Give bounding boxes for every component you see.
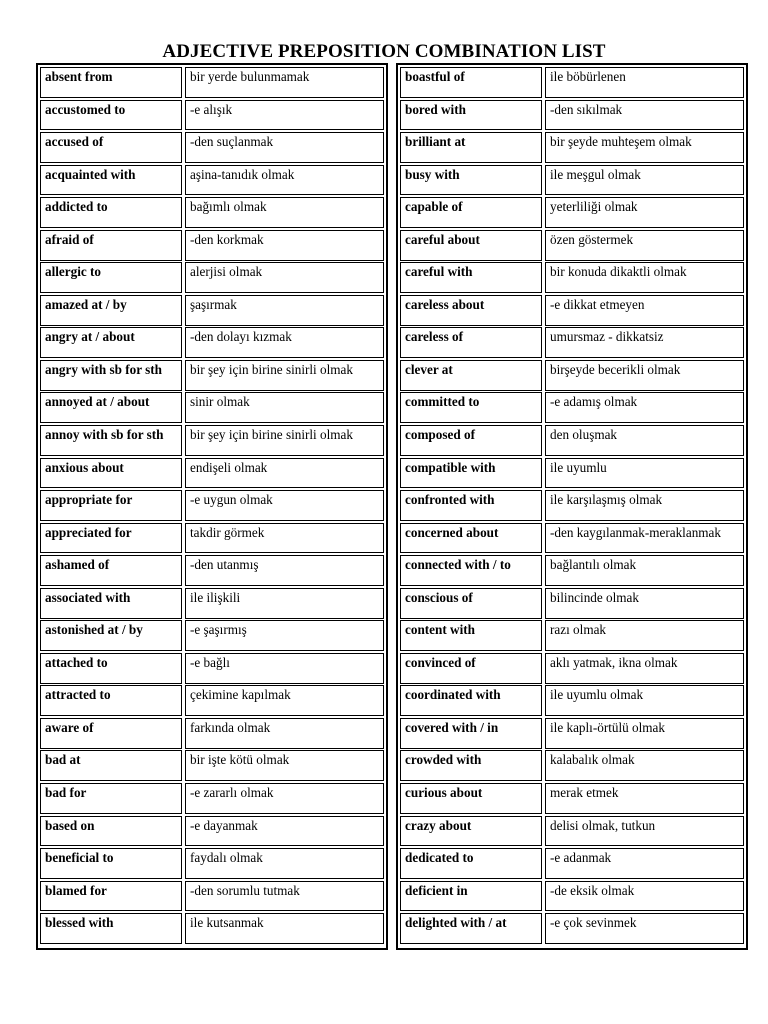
table-row bbox=[400, 458, 744, 489]
turkish-meaning-cell: -e adamış olmak bbox=[545, 392, 744, 423]
turkish-meaning-cell: aşina-tanıdık olmak bbox=[185, 165, 384, 196]
table-row bbox=[400, 555, 744, 586]
adjective-preposition-cell: capable of bbox=[400, 197, 542, 228]
turkish-meaning-cell: kalabalık olmak bbox=[545, 750, 744, 781]
table-row bbox=[400, 197, 744, 228]
adjective-preposition-cell: beneficial to bbox=[40, 848, 182, 879]
table-row bbox=[40, 67, 384, 98]
turkish-meaning-cell: alerjisi olmak bbox=[185, 262, 384, 293]
turkish-meaning-cell: ile uyumlu bbox=[545, 458, 744, 489]
table-row bbox=[40, 816, 384, 847]
turkish-meaning-cell: razı olmak bbox=[545, 620, 744, 651]
table-row bbox=[40, 523, 384, 554]
table-row bbox=[400, 783, 744, 814]
table-row bbox=[40, 620, 384, 651]
adjective-preposition-cell: crazy about bbox=[400, 816, 542, 847]
adjective-preposition-cell: crowded with bbox=[400, 750, 542, 781]
adjective-preposition-cell: appropriate for bbox=[40, 490, 182, 521]
adjective-preposition-cell: connected with / to bbox=[400, 555, 542, 586]
adjective-preposition-cell: addicted to bbox=[40, 197, 182, 228]
adjective-preposition-cell: composed of bbox=[400, 425, 542, 456]
adjective-preposition-cell: committed to bbox=[400, 392, 542, 423]
turkish-meaning-cell: ile karşılaşmış olmak bbox=[545, 490, 744, 521]
turkish-meaning-cell: sinir olmak bbox=[185, 392, 384, 423]
table-row bbox=[40, 555, 384, 586]
adjective-preposition-cell: covered with / in bbox=[400, 718, 542, 749]
turkish-meaning-cell: yeterliliği olmak bbox=[545, 197, 744, 228]
adjective-preposition-cell: curious about bbox=[400, 783, 542, 814]
table-row bbox=[40, 490, 384, 521]
turkish-meaning-cell: -e adanmak bbox=[545, 848, 744, 879]
turkish-meaning-cell: -den sorumlu tutmak bbox=[185, 881, 384, 912]
turkish-meaning-cell: bilincinde olmak bbox=[545, 588, 744, 619]
adjective-preposition-cell: deficient in bbox=[400, 881, 542, 912]
table-row bbox=[400, 327, 744, 358]
table-row bbox=[40, 718, 384, 749]
turkish-meaning-cell: ile ilişkili bbox=[185, 588, 384, 619]
table-row bbox=[400, 685, 744, 716]
page-title: ADJECTIVE PREPOSITION COMBINATION LIST bbox=[162, 41, 606, 62]
table-row bbox=[400, 750, 744, 781]
turkish-meaning-cell: -den utanmış bbox=[185, 555, 384, 586]
adjective-preposition-cell: astonished at / by bbox=[40, 620, 182, 651]
adjective-preposition-cell: blessed with bbox=[40, 913, 182, 944]
adjective-preposition-cell: angry at / about bbox=[40, 327, 182, 358]
turkish-meaning-cell: ile böbürlenen bbox=[545, 67, 744, 98]
turkish-meaning-cell: -e alışık bbox=[185, 100, 384, 131]
adjective-preposition-cell: bad for bbox=[40, 783, 182, 814]
turkish-meaning-cell: -e bağlı bbox=[185, 653, 384, 684]
adjective-preposition-cell: acquainted with bbox=[40, 165, 182, 196]
turkish-meaning-cell: -e dayanmak bbox=[185, 816, 384, 847]
adjective-preposition-cell: anxious about bbox=[40, 458, 182, 489]
adjective-preposition-cell: content with bbox=[400, 620, 542, 651]
table-row bbox=[400, 425, 744, 456]
turkish-meaning-cell: ile uyumlu olmak bbox=[545, 685, 744, 716]
table-row bbox=[400, 165, 744, 196]
turkish-meaning-cell: -e uygun olmak bbox=[185, 490, 384, 521]
table-row bbox=[400, 490, 744, 521]
adjective-preposition-cell: busy with bbox=[400, 165, 542, 196]
turkish-meaning-cell: bir şeyde muhteşem olmak bbox=[545, 132, 744, 163]
turkish-meaning-cell: şaşırmak bbox=[185, 295, 384, 326]
table-row bbox=[400, 620, 744, 651]
turkish-meaning-cell: bir şey için birine sinirli olmak bbox=[185, 360, 384, 391]
adjective-preposition-cell: careful with bbox=[400, 262, 542, 293]
adjective-preposition-cell: dedicated to bbox=[400, 848, 542, 879]
table-row bbox=[40, 750, 384, 781]
turkish-meaning-cell: -den sıkılmak bbox=[545, 100, 744, 131]
table-row bbox=[40, 360, 384, 391]
table-row bbox=[400, 360, 744, 391]
turkish-meaning-cell: merak etmek bbox=[545, 783, 744, 814]
table-row bbox=[40, 848, 384, 879]
adjective-preposition-cell: bored with bbox=[400, 100, 542, 131]
table-row bbox=[40, 588, 384, 619]
turkish-meaning-cell: -e çok sevinmek bbox=[545, 913, 744, 944]
turkish-meaning-cell: -den kaygılanmak-meraklanmak bbox=[545, 523, 744, 554]
table-row bbox=[40, 881, 384, 912]
adjective-preposition-cell: allergic to bbox=[40, 262, 182, 293]
adjective-preposition-cell: absent from bbox=[40, 67, 182, 98]
adjective-preposition-cell: accused of bbox=[40, 132, 182, 163]
turkish-meaning-cell: -den dolayı kızmak bbox=[185, 327, 384, 358]
adjective-preposition-cell: associated with bbox=[40, 588, 182, 619]
turkish-meaning-cell: bir yerde bulunmamak bbox=[185, 67, 384, 98]
table-row bbox=[40, 197, 384, 228]
table-row bbox=[40, 327, 384, 358]
turkish-meaning-cell: -e zararlı olmak bbox=[185, 783, 384, 814]
adjective-preposition-cell: careful about bbox=[400, 230, 542, 261]
adjective-preposition-cell: compatible with bbox=[400, 458, 542, 489]
adjective-preposition-cell: confronted with bbox=[400, 490, 542, 521]
table-row bbox=[400, 392, 744, 423]
table-row bbox=[400, 816, 744, 847]
turkish-meaning-cell: ile meşgul olmak bbox=[545, 165, 744, 196]
adjective-preposition-cell: attracted to bbox=[40, 685, 182, 716]
adjective-preposition-cell: amazed at / by bbox=[40, 295, 182, 326]
turkish-meaning-cell: -de eksik olmak bbox=[545, 881, 744, 912]
left-table bbox=[36, 63, 388, 950]
adjective-preposition-cell: bad at bbox=[40, 750, 182, 781]
adjective-preposition-cell: careless about bbox=[400, 295, 542, 326]
turkish-meaning-cell: -den suçlanmak bbox=[185, 132, 384, 163]
adjective-preposition-cell: conscious of bbox=[400, 588, 542, 619]
adjective-preposition-cell: annoy with sb for sth bbox=[40, 425, 182, 456]
table-row bbox=[400, 913, 744, 944]
adjective-preposition-cell: concerned about bbox=[400, 523, 542, 554]
adjective-preposition-cell: based on bbox=[40, 816, 182, 847]
table-row bbox=[400, 295, 744, 326]
turkish-meaning-cell: delisi olmak, tutkun bbox=[545, 816, 744, 847]
right-table bbox=[396, 63, 748, 950]
turkish-meaning-cell: faydalı olmak bbox=[185, 848, 384, 879]
adjective-preposition-cell: accustomed to bbox=[40, 100, 182, 131]
adjective-preposition-cell: blamed for bbox=[40, 881, 182, 912]
adjective-preposition-cell: ashamed of bbox=[40, 555, 182, 586]
table-row bbox=[400, 718, 744, 749]
turkish-meaning-cell: ile kutsanmak bbox=[185, 913, 384, 944]
turkish-meaning-cell: aklı yatmak, ikna olmak bbox=[545, 653, 744, 684]
table-row bbox=[40, 913, 384, 944]
turkish-meaning-cell: bir şey için birine sinirli olmak bbox=[185, 425, 384, 456]
table-row bbox=[400, 881, 744, 912]
turkish-meaning-cell: birşeyde becerikli olmak bbox=[545, 360, 744, 391]
adjective-preposition-cell: appreciated for bbox=[40, 523, 182, 554]
turkish-meaning-cell: ile kaplı-örtülü olmak bbox=[545, 718, 744, 749]
adjective-preposition-cell: careless of bbox=[400, 327, 542, 358]
turkish-meaning-cell: bir işte kötü olmak bbox=[185, 750, 384, 781]
table-row bbox=[400, 653, 744, 684]
adjective-preposition-cell: delighted with / at bbox=[400, 913, 542, 944]
adjective-preposition-cell: afraid of bbox=[40, 230, 182, 261]
table-row bbox=[400, 132, 744, 163]
table-row bbox=[400, 523, 744, 554]
table-row bbox=[400, 100, 744, 131]
turkish-meaning-cell: takdir görmek bbox=[185, 523, 384, 554]
adjective-preposition-cell: boastful of bbox=[400, 67, 542, 98]
table-row bbox=[400, 588, 744, 619]
adjective-preposition-cell: convinced of bbox=[400, 653, 542, 684]
turkish-meaning-cell: -den korkmak bbox=[185, 230, 384, 261]
table-row bbox=[40, 392, 384, 423]
table-row bbox=[400, 230, 744, 261]
table-row bbox=[40, 653, 384, 684]
table-row bbox=[40, 783, 384, 814]
adjective-preposition-cell: attached to bbox=[40, 653, 182, 684]
table-row bbox=[40, 262, 384, 293]
adjective-preposition-cell: brilliant at bbox=[400, 132, 542, 163]
turkish-meaning-cell: umursmaz - dikkatsiz bbox=[545, 327, 744, 358]
turkish-meaning-cell: farkında olmak bbox=[185, 718, 384, 749]
table-row bbox=[40, 230, 384, 261]
table-row bbox=[40, 425, 384, 456]
turkish-meaning-cell: bağımlı olmak bbox=[185, 197, 384, 228]
turkish-meaning-cell: bağlantılı olmak bbox=[545, 555, 744, 586]
turkish-meaning-cell: -e şaşırmış bbox=[185, 620, 384, 651]
turkish-meaning-cell: -e dikkat etmeyen bbox=[545, 295, 744, 326]
table-row bbox=[40, 132, 384, 163]
adjective-preposition-cell: coordinated with bbox=[400, 685, 542, 716]
table-row bbox=[400, 848, 744, 879]
table-row bbox=[400, 262, 744, 293]
adjective-preposition-cell: aware of bbox=[40, 718, 182, 749]
table-row bbox=[40, 685, 384, 716]
adjective-preposition-cell: angry with sb for sth bbox=[40, 360, 182, 391]
turkish-meaning-cell: çekimine kapılmak bbox=[185, 685, 384, 716]
table-row bbox=[40, 458, 384, 489]
turkish-meaning-cell: bir konuda dikaktli olmak bbox=[545, 262, 744, 293]
turkish-meaning-cell: den oluşmak bbox=[545, 425, 744, 456]
turkish-meaning-cell: endişeli olmak bbox=[185, 458, 384, 489]
adjective-preposition-cell: clever at bbox=[400, 360, 542, 391]
adjective-preposition-cell: annoyed at / about bbox=[40, 392, 182, 423]
table-row bbox=[40, 295, 384, 326]
table-row bbox=[400, 67, 744, 98]
table-row bbox=[40, 165, 384, 196]
turkish-meaning-cell: özen göstermek bbox=[545, 230, 744, 261]
table-row bbox=[40, 100, 384, 131]
